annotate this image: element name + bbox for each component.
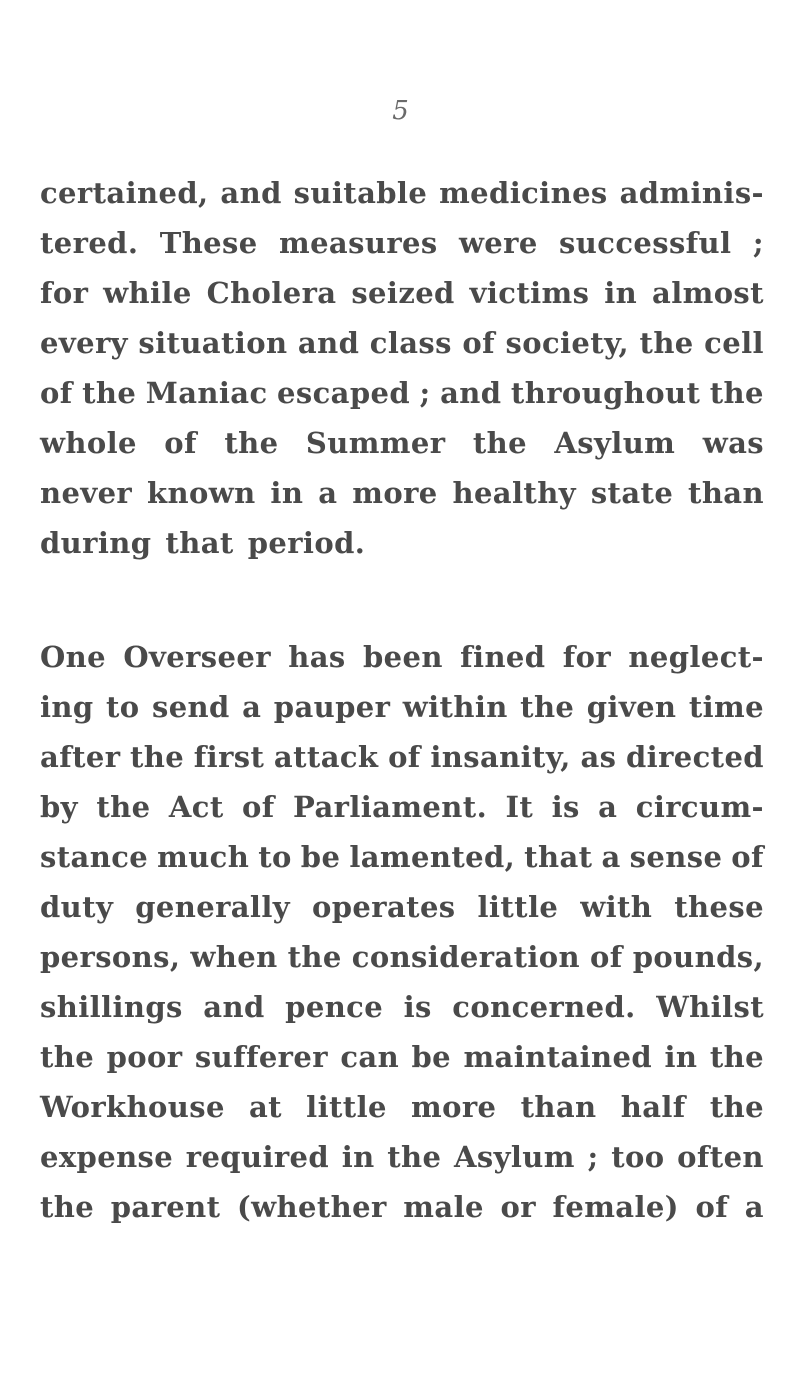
- text-line: shillings and pence is concerned. Whilst: [40, 990, 764, 1024]
- paragraph-2: [40, 632, 764, 1232]
- text-line: after the first attack of insanity, as directed: [40, 740, 764, 774]
- text-line: tered. These measures were successful ;: [40, 226, 764, 260]
- paragraph-1: [40, 168, 764, 568]
- text-line: by the Act of Parliament. It is a circum-: [40, 790, 764, 824]
- text-line: stance much to be lamented, that a sense of: [40, 840, 764, 874]
- text-line: Workhouse at little more than half the: [40, 1090, 764, 1124]
- page-number: 5: [392, 96, 409, 126]
- text-line: duty generally operates little with these: [40, 890, 764, 924]
- text-line: certained, and suitable medicines adminis-: [40, 176, 764, 210]
- text-line: for while Cholera seized victims in almost: [40, 276, 764, 310]
- text-line: every situation and class of society, the cell: [40, 326, 764, 360]
- text-line: never known in a more healthy state than: [40, 476, 764, 510]
- text-line: the poor sufferer can be maintained in the: [40, 1040, 764, 1074]
- text-line: whole of the Summer the Asylum was: [40, 426, 764, 460]
- text-line: during that period.: [40, 526, 366, 560]
- text-line: expense required in the Asylum ; too often: [40, 1140, 764, 1174]
- text-line: the parent (whether male or female) of a: [40, 1190, 764, 1224]
- text-line: One Overseer has been fined for neglect-: [40, 640, 764, 674]
- text-line: ing to send a pauper within the given time: [40, 690, 764, 724]
- text-line: persons, when the consideration of pounds,: [40, 940, 764, 974]
- text-line: of the Maniac escaped ; and throughout the: [40, 376, 764, 410]
